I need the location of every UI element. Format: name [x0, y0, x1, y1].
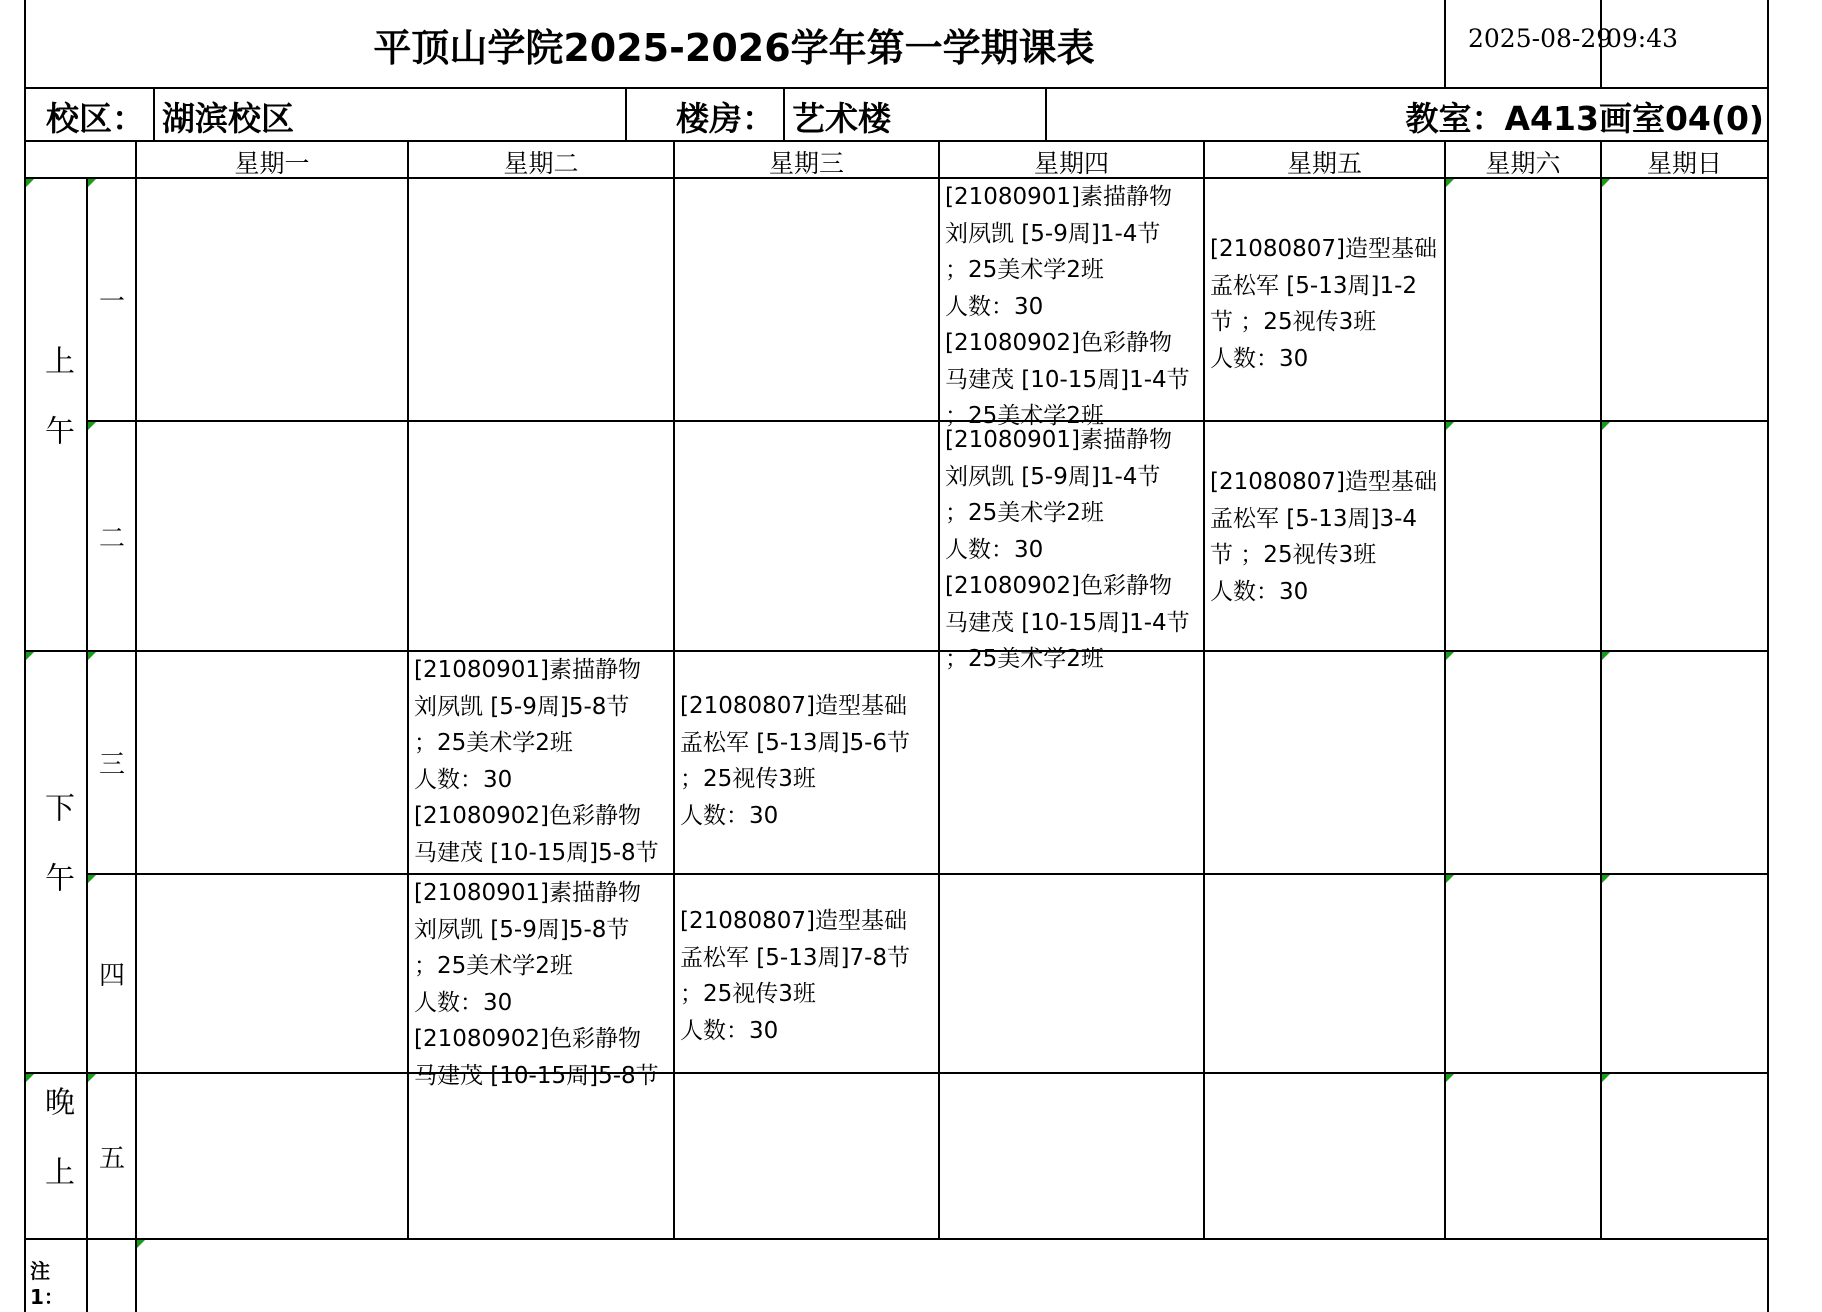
- slot-4: 四: [98, 961, 125, 991]
- course-line: 节 ；25视传3班: [1210, 309, 1377, 335]
- print-date: 2025-08-29: [1468, 24, 1613, 53]
- course-line: 人数：30: [1210, 345, 1309, 372]
- page-title: 平顶山学院2025-2026学年第一学期课表: [373, 25, 1095, 70]
- course-line: 刘夙凯 [5-9周]5-8节: [414, 916, 630, 943]
- course-line: [21080901]素描静物: [414, 657, 642, 683]
- course-line: 人数：30: [414, 989, 513, 1016]
- note-label: 注1：: [30, 1259, 64, 1309]
- course-line: ；25视传3班: [680, 981, 816, 1007]
- course-line: 刘夙凯 [5-9周]1-4节: [945, 463, 1161, 490]
- day-header-mon: 星期一: [234, 149, 310, 178]
- period-evening: [26, 1074, 86, 1238]
- slot-2: 二: [98, 523, 125, 554]
- course-line: 孟松军 [5-13周]3-4: [1210, 505, 1418, 532]
- course-line: ；25美术学2班: [945, 646, 1104, 672]
- period-morning: [26, 179, 86, 650]
- course-line: [21080902]色彩静物: [945, 330, 1173, 356]
- building-value: 艺术楼: [792, 98, 891, 138]
- course-line: ；25美术学2班: [414, 953, 573, 979]
- course-line: 人数：30: [414, 766, 513, 793]
- course-line: 人数：30: [680, 802, 779, 829]
- print-time: 09:43: [1606, 24, 1679, 53]
- course-line: [21080807]造型基础: [680, 908, 908, 934]
- course-line: 马建茂 [10-15周]1-4节: [945, 366, 1190, 393]
- course-cell[interactable]: [940, 422, 1203, 672]
- course-cell[interactable]: [1205, 422, 1444, 650]
- course-line: [21080902]色彩静物: [414, 1026, 642, 1052]
- slot-5: 五: [98, 1143, 125, 1174]
- slot-3: 三: [98, 750, 125, 780]
- course-cell[interactable]: [675, 875, 938, 1072]
- period-evening-text: 晚上: [39, 1086, 74, 1226]
- course-line: [21080807]造型基础: [1210, 469, 1438, 495]
- course-cell[interactable]: [940, 179, 1203, 429]
- course-line: 孟松军 [5-13周]7-8节: [680, 944, 911, 971]
- course-line: 人数：30: [945, 536, 1044, 563]
- course-cell[interactable]: [409, 875, 673, 1089]
- day-header-thu: 星期四: [1033, 149, 1109, 178]
- day-header-wed: 星期三: [768, 149, 844, 178]
- course-line: 马建茂 [10-15周]5-8节: [414, 1062, 659, 1089]
- course-line: 孟松军 [5-13周]5-6节: [680, 729, 911, 756]
- course-line: 刘夙凯 [5-9周]1-4节: [945, 220, 1161, 247]
- course-line: [21080901]素描静物: [945, 184, 1173, 210]
- course-line: 马建茂 [10-15周]1-4节: [945, 609, 1190, 636]
- day-header-sat: 星期六: [1485, 149, 1561, 178]
- period-afternoon: [26, 652, 86, 1072]
- slot-1: 一: [98, 287, 125, 317]
- course-cell[interactable]: [675, 652, 938, 873]
- course-line: ；25视传3班: [680, 766, 816, 792]
- course-line: [21080807]造型基础: [680, 693, 908, 719]
- course-cell[interactable]: [1205, 179, 1444, 420]
- period-morning-text: 上午: [39, 344, 74, 485]
- course-line: [21080901]素描静物: [945, 427, 1173, 453]
- day-header-fri: 星期五: [1286, 149, 1362, 178]
- course-line: 马建茂 [10-15周]5-8节: [414, 839, 659, 866]
- course-cell[interactable]: [409, 652, 673, 873]
- campus-label: 校区：: [46, 98, 145, 138]
- building-label: 楼房：: [676, 98, 775, 138]
- course-line: ；25美术学2班: [414, 730, 573, 756]
- course-line: ；25美术学2班: [945, 403, 1104, 429]
- course-line: 孟松军 [5-13周]1-2: [1210, 272, 1418, 299]
- course-line: ；25美术学2班: [945, 500, 1104, 526]
- course-line: ；25美术学2班: [945, 257, 1104, 283]
- campus-value: 湖滨校区: [162, 98, 294, 138]
- classroom-value: A413画室04(0): [1504, 98, 1764, 138]
- course-line: 人数：30: [680, 1017, 779, 1044]
- period-afternoon-text: 下午: [39, 792, 74, 932]
- classroom-info: [1405, 92, 1764, 140]
- course-line: 节 ；25视传3班: [1210, 542, 1377, 568]
- day-header-sun: 星期日: [1646, 149, 1722, 178]
- course-line: [21080902]色彩静物: [945, 573, 1173, 599]
- course-line: [21080901]素描静物: [414, 880, 642, 906]
- course-line: 人数：30: [1210, 578, 1309, 605]
- course-line: 刘夙凯 [5-9周]5-8节: [414, 693, 630, 720]
- course-line: 人数：30: [945, 293, 1044, 320]
- course-line: [21080807]造型基础: [1210, 236, 1438, 262]
- day-header-tue: 星期二: [503, 149, 579, 178]
- course-line: [21080902]色彩静物: [414, 803, 642, 829]
- classroom-label: 教室：: [1405, 98, 1505, 138]
